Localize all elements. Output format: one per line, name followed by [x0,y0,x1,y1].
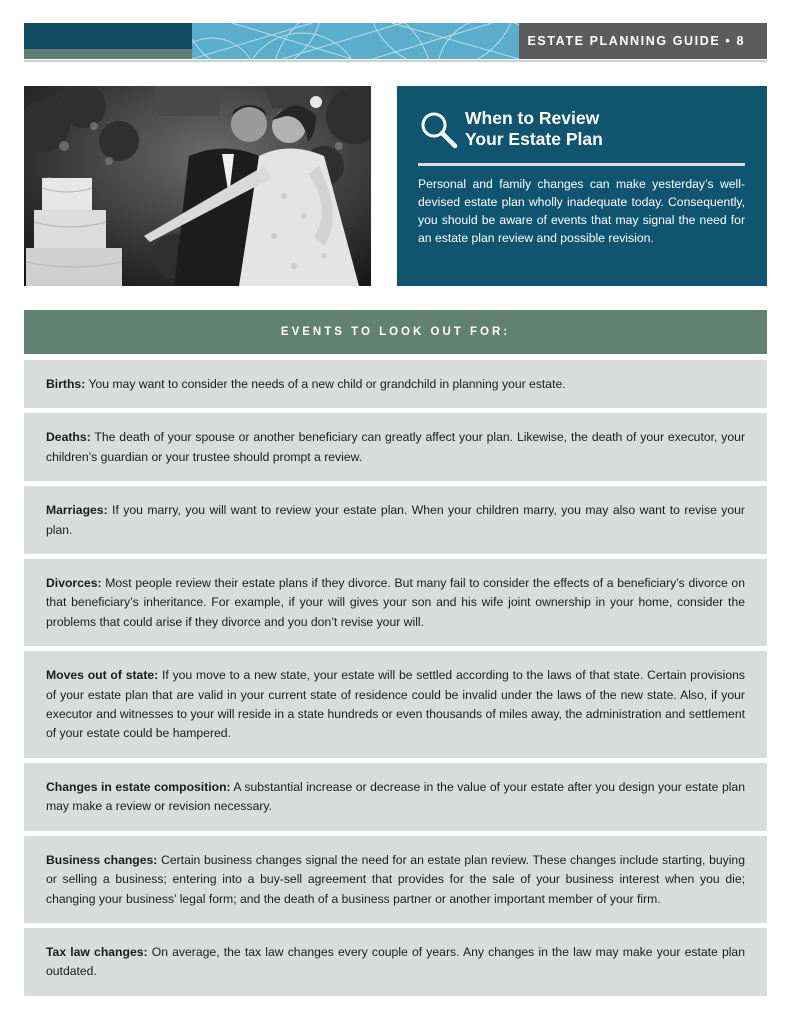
callout-title-line2: Your Estate Plan [465,129,603,149]
event-text: If you marry, you will want to review your estate plan. When your children marry, you may also want to revise your plan. [46,503,745,537]
callout-body: Personal and family changes can make yesterday’s well-devised estate plan wholly inadequate today. Consequently, you should be aware of events that may signal the need for an estate plan review and possible revision. [418,177,745,245]
events-heading: EVENTS TO LOOK OUT FOR: [24,310,767,354]
event-label: Business changes: [46,852,158,867]
header-pattern [192,23,519,59]
wedding-photo-illustration [24,86,371,286]
event-tax-law-changes [24,928,767,996]
events-list [24,360,767,1001]
event-label: Deaths: [46,430,91,445]
header-divider [24,60,767,62]
callout-title-line1: When to Review [465,108,600,128]
event-text: If you move to a new state, your estate will be settled according to the laws of that state. Certain provisions of your estate plan that are valid in your current state of residence could be invalid under the laws of the new state. Also, if your executor and witnesses to your will reside in a state hundreds or even thousands of miles away, the administration and settlement of your estate could be hampered. [46,668,745,741]
callout-title [465,108,665,150]
event-text: The death of your spouse or another beneficiary can greatly affect your plan. Likewise, the death of your executor, your children’s guardian or your trustee should prompt a review. [46,430,745,464]
event-text: Most people review their estate plans if they divorce. But many fail to consider the effects of a beneficiary’s divorce on that beneficiary’s inheritance. For example, if your will gives your son and his wife joint ownership in your home, consider the problems that could arise if they divorce and you don’t revise your will. [46,576,745,629]
header-title: ESTATE PLANNING GUIDE • 8 [519,23,767,59]
wedding-photo [24,86,371,286]
event-label: Moves out of state: [46,668,159,683]
event-label: Divorces: [46,576,102,591]
event-label: Changes in estate composition: [46,779,231,794]
event-label: Tax law changes: [46,944,148,959]
event-label: Marriages: [46,503,108,518]
event-births [24,360,767,408]
event-text: A substantial increase or decrease in the value of your estate after you design your estate plan may make a review or revision necessary. [46,779,745,814]
page-header [24,23,767,59]
event-deaths [24,413,767,481]
magnifying-glass-icon [419,110,459,150]
header-color-block [24,23,192,59]
event-text: On average, the tax law changes every couple of years. Any changes in the law may make your estate plan outdated. [46,944,745,979]
event-label: Births: [46,377,86,391]
event-text: You may want to consider the needs of a new child or grandchild in planning your estate. [85,377,566,391]
event-changes-in-estate-composition [24,763,767,831]
event-business-changes [24,836,767,923]
event-moves-out-of-state [24,651,767,758]
review-callout [397,86,767,286]
event-divorces [24,559,767,646]
header-arc-pattern [192,23,519,59]
event-marriages [24,486,767,554]
callout-divider [418,163,745,166]
event-text: Certain business changes signal the need for an estate plan review. These changes include starting, buying or selling a business; entering into a buy-sell agreement that provides for the sale of your business interest when you die; changing your business’ legal form; and the death of a business partner or another important member of your firm. [46,852,745,906]
